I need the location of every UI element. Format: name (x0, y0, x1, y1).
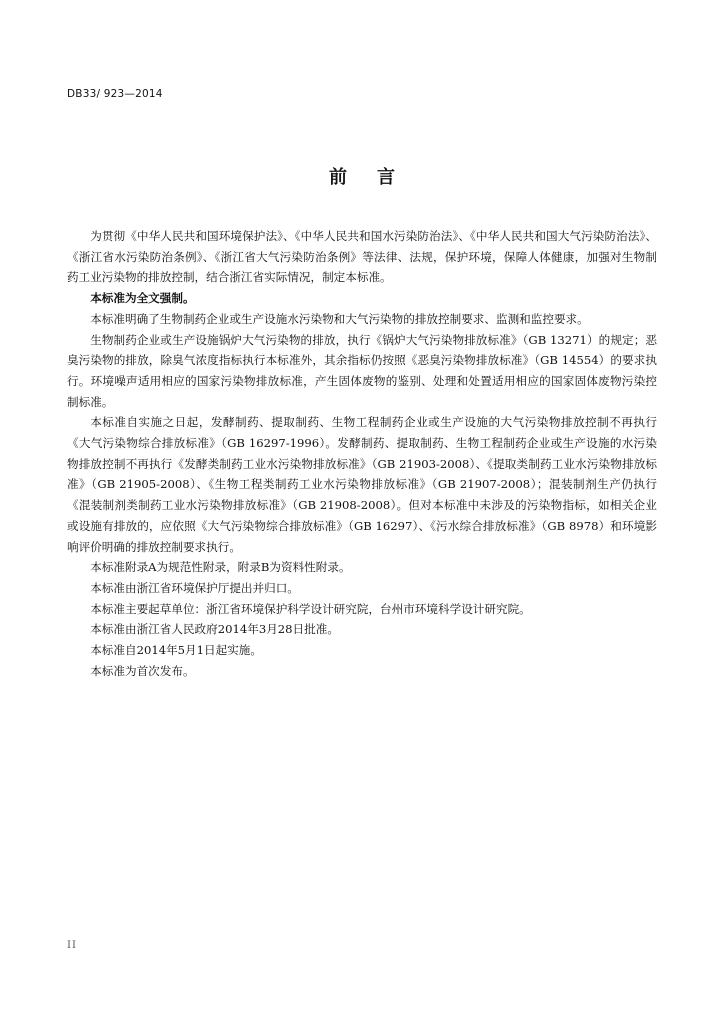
document-code: DB33/ 923—2014 (67, 88, 163, 100)
paragraph-first-release: 本标准为首次发布。 (90, 663, 195, 678)
paragraph-scope: 本标准明确了生物制药企业或生产设施水污染物和大气污染物的排放控制要求、监测和监控要求。 (90, 311, 589, 326)
page-title: 前言 (329, 167, 425, 188)
paragraph-purpose: 为贯彻《中华人民共和国环境保护法》、《中华人民共和国水污染防治法》、《中华人民共和国大气污染防治法》、《浙江省水污染防治条例》、《浙江省大气污染防治条例》等法律、法规，保护环境，保障人体健康，加强对生物制药工业污染物的排放控制，结合浙江省实际情况，制定本标准。 (67, 229, 657, 285)
paragraph-appendix: 本标准附录A为规范性附录，附录B为资料性附录。 (90, 560, 351, 575)
paragraph-replacement: 本标准自实施之日起，发酵制药、提取制药、生物工程制药企业或生产设施的大气污染物排放控制不再执行《大气污染物综合排放标准》（GB 16297-1996）。发酵制药、提取制药、生物工程制药企业或生产设施的水污染物排放控制不再执行《发酵类制药工业水污染物排放标准》（GB 21903-2008）、《提取类制药工业水污染物排放标准》（GB 21905-2008）、《生物工程类制药工业水污染物排放标准》（GB 21907-2008）；混装制剂生产仍执行《混装制剂类制药工业水污染物排放标准》（GB 21908-2008）。但对本标准中未涉及的污染物指标，如相关企业或设施有排放的，应依照《大气污染物综合排放标准》（GB 16297）、《污水综合排放标准》（GB 8978）和环境影响评价明确的排放控制要求执行。 (67, 415, 657, 554)
foreword-body (67, 226, 657, 681)
header-rule (67, 108, 657, 109)
paragraph-boiler-odor: 生物制药企业或生产设施锅炉大气污染物的排放，执行《锅炉大气污染物排放标准》（GB 13271）的规定；恶臭污染物的排放，除臭气浓度指标执行本标准外，其余指标仍按照《恶臭污染物排放标准》（GB 14554）的要求执行。环境噪声适用相应的国家污染物排放标准，产生固体废物的鉴别、处理和处置适用相应的国家固体废物污染控制标准。 (67, 332, 657, 409)
paragraph-drafters: 本标准主要起草单位：浙江省环境保护科学设计研究院，台州市环境科学设计研究院。 (90, 601, 531, 616)
paragraph-proposer: 本标准由浙江省环境保护厅提出并归口。 (90, 580, 299, 595)
paragraph-approval: 本标准由浙江省人民政府2014年3月28日批准。 (90, 622, 339, 637)
page-number: II (67, 940, 77, 951)
paragraph-mandatory: 本标准为全文强制。 (90, 291, 195, 306)
paragraph-effective-date: 本标准自2014年5月1日起实施。 (90, 643, 262, 658)
